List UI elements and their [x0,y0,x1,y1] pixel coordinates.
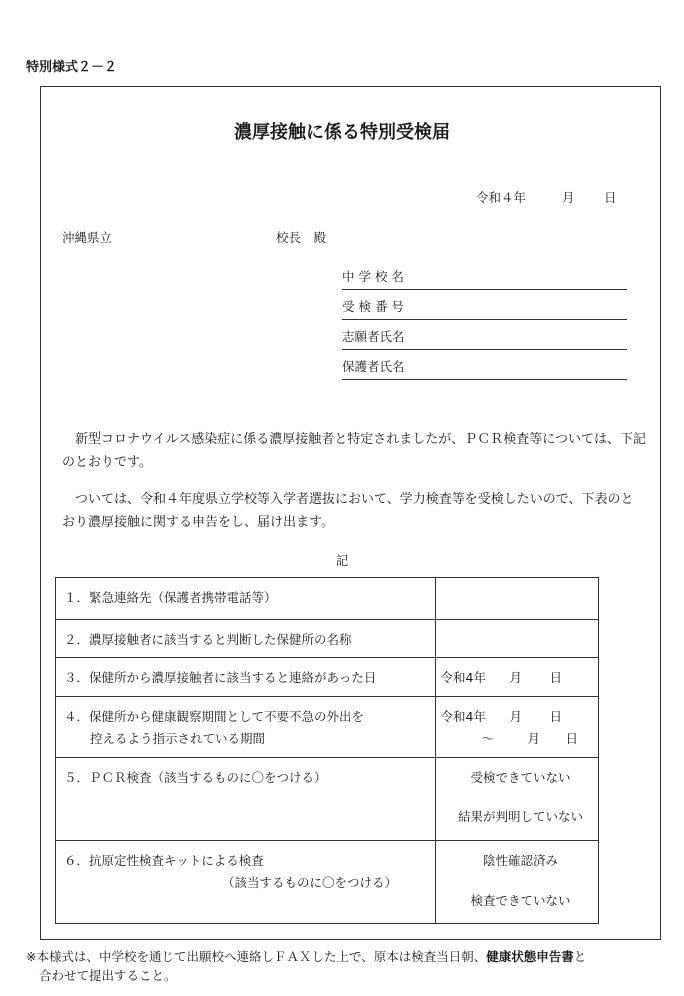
date-day: 日 [604,190,617,205]
field-guardian-name[interactable] [342,357,627,380]
paragraph-intro: 新型コロナウイルス感染症に係る濃厚接触者と特定されましたが、ＰＣＲ検査等については、下記のとおりです。 [62,432,646,470]
field-label: 中 学 校 名 [342,269,404,284]
date-day: 日 [549,709,563,724]
date-month: 月 [562,190,575,205]
table-row [56,658,599,697]
footnote-line2: 合わせて提出すること。 [39,968,177,983]
antigen-options [435,841,598,924]
table-row [56,758,599,841]
row-question [56,697,436,758]
question-line: 控えるよう指示されている期間 [90,731,266,746]
question-line: （該当するものに〇をつける） [222,875,398,890]
row-question [56,841,436,924]
field-exam-number[interactable] [342,297,627,320]
addressee-prefecture: 沖縄県立 [62,230,113,245]
date-era: 令和4年 [440,709,486,724]
ki-heading: 記 [335,553,349,568]
date-era-year: 令和４年 [476,190,527,205]
option-not-tested[interactable]: 受検できていない [470,770,571,785]
option-negative-confirmed[interactable]: 陰性確認済み [483,853,559,868]
emergency-contact-answer[interactable] [435,578,598,620]
field-junior-high-school[interactable] [342,267,627,290]
footnote-text: と [573,949,587,964]
question-line: ４．保健所から健康観察期間として不要不急の外出を [64,709,365,724]
table-row [56,578,599,620]
table-row [56,620,599,658]
pcr-options [435,758,598,841]
field-label: 志願者氏名 [342,329,405,344]
date-day: 日 [565,731,579,746]
row-question: ５．ＰＣＲ検査（該当するものに〇をつける） [56,758,436,841]
table-row [56,841,599,924]
date-month: 月 [509,670,523,685]
row-question: ３．保健所から濃厚接触者に該当すると連絡があった日 [56,658,436,697]
form-title: 濃厚接触に係る特別受検届 [234,122,450,143]
footnote-bold: 健康状態申告書 [486,949,574,964]
footnote-text: ※本様式は、中学校を通じて出願校へ連絡しＦＡＸした上で、原本は検査当日朝、 [26,949,487,964]
form-code: 特別様式２－２ [26,60,118,75]
addressee-suffix: 校長 殿 [276,230,327,245]
date-month: 月 [509,709,523,724]
question-line: ６．抗原定性検査キットによる検査 [64,853,264,868]
contact-date-answer[interactable] [435,658,598,697]
field-label: 受 検 番 号 [342,299,404,314]
row-question: ２．濃厚接触者に該当すると判断した保健所の名称 [56,620,436,658]
table-row [56,697,599,758]
option-test-not-done[interactable]: 検査できていない [470,893,571,908]
health-center-answer[interactable] [435,620,598,658]
row-question: １．緊急連絡先（保護者携帯電話等） [56,578,436,620]
declaration-table [55,577,599,924]
footnote [26,947,676,985]
field-label: 保護者氏名 [342,359,405,374]
option-result-pending[interactable]: 結果が判明していない [458,809,584,824]
date-era: 令和4年 [440,670,486,685]
date-day: 日 [549,670,563,685]
paragraph-request: ついては、令和４年度県立学校等入学者選抜において、学力検査等を受検したいので、下表のとおり濃厚接触に関する申告をし、届け出ます。 [62,492,634,530]
date-month: 月 [527,731,541,746]
observation-period-answer[interactable] [435,697,598,758]
range-tilde: ～ [481,731,495,746]
field-applicant-name[interactable] [342,327,627,350]
